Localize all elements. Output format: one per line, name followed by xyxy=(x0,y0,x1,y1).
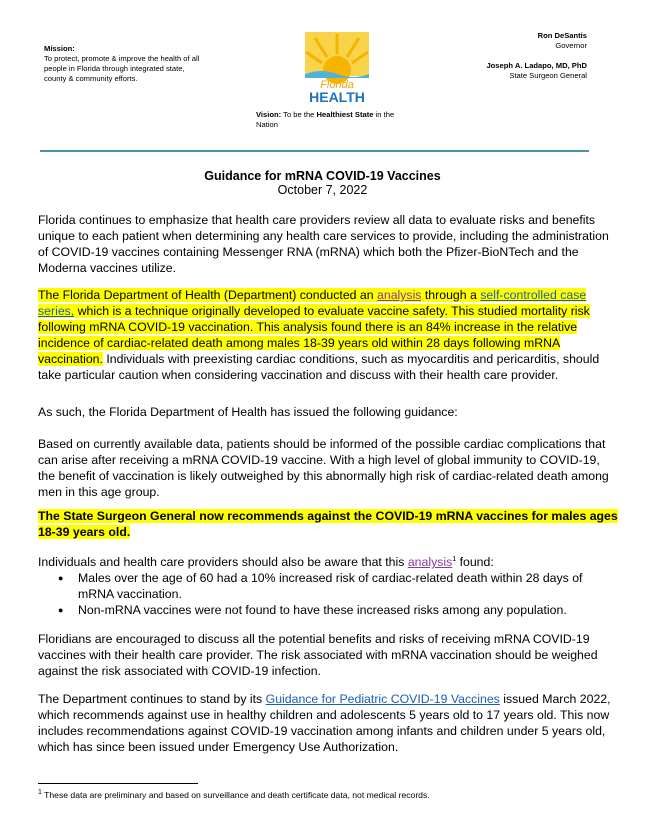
vision-block xyxy=(256,110,406,130)
surgeon-name: Joseph A. Ladapo, MD, PhD xyxy=(486,61,587,70)
paragraph-7: Floridians are encouraged to discuss all the potential benefits and risks of receiving mRNA COVID-19 vaccines with their health care provider. The risk associated with mRNA vaccination should be weighed against the risk associated with COVID-19 infection. xyxy=(38,632,598,679)
pediatric-guidance-link[interactable]: Guidance for Pediatric COVID-19 Vaccines xyxy=(265,692,500,706)
footnote-mark: 1 xyxy=(38,789,42,797)
logo-word-florida: Florida xyxy=(320,79,354,91)
analysis-link-2[interactable]: analysis xyxy=(407,555,453,569)
governor-title: Governor xyxy=(555,41,587,50)
recommendation-text: The State Surgeon General now recommends against the COVID-19 mRNA vaccines for males ages 18-39 years old. xyxy=(38,509,618,540)
analysis-link[interactable]: analysis xyxy=(377,288,422,302)
officials-block xyxy=(486,31,587,81)
paragraph-3: As such, the Florida Department of Health has issued the following guidance: xyxy=(38,405,458,419)
self-controlled-case-series-link[interactable]: self-controlled case series, xyxy=(38,288,587,319)
findings-list xyxy=(38,570,620,618)
footnote xyxy=(38,790,430,800)
p2-text-c: which is a technique originally developed to evaluate vaccine safety. This studied mortality risk following mRNA COVID-19 vaccination. This analysis found there is an 84% increase in the relative incidence of cardiac-related death among males 18-39 years old within 28 days following mRNA vaccination. xyxy=(38,304,590,367)
vision-text-pre: To be the xyxy=(281,110,317,119)
paragraph-2 xyxy=(38,287,620,384)
surgeon-title: State Surgeon General xyxy=(509,71,587,80)
mission-label: Mission: xyxy=(44,44,75,53)
footnote-divider xyxy=(38,783,198,784)
recommendation xyxy=(38,508,620,540)
p2-text-b: through a xyxy=(421,288,481,302)
vision-bold: Healthiest State xyxy=(316,110,374,119)
document-title: Guidance for mRNA COVID-19 Vaccines xyxy=(204,169,441,183)
paragraph-6 xyxy=(38,554,620,618)
document-date: October 7, 2022 xyxy=(277,183,368,197)
mission-block xyxy=(44,44,204,84)
p2-text-d: Individuals with preexisting cardiac conditions, such as myocarditis and pericarditis, should take particular caution when considering vaccination and discuss with their health care provider. xyxy=(38,352,600,383)
p6-text-a: Individuals and health care providers should also be aware that this xyxy=(38,555,408,569)
paragraph-4: Based on currently available data, patients should be informed of the possible cardiac complications that can arise after receiving a mRNA COVID-19 vaccine. With a high level of global immunity to COVID-19, the benefit of vaccination is likely outweighed by this abnormally high risk of cardiac-related death among men in this age group. xyxy=(38,437,609,500)
vision-label: Vision: xyxy=(256,110,282,119)
logo-word-health: HEALTH xyxy=(309,89,365,105)
p6-text-b: found: xyxy=(456,555,494,569)
mission-text: To protect, promote & improve the health of all people in Florida through integrated state, county & community efforts. xyxy=(44,54,200,83)
p8-text-a: The Department continues to stand by its xyxy=(38,692,266,706)
florida-health-logo xyxy=(303,30,371,106)
vision-text-post: in the Nation xyxy=(256,110,395,129)
list-item: ● Non-mRNA vaccines were not found to have these increased risks among any population. xyxy=(38,602,620,618)
header-divider xyxy=(40,150,589,152)
paragraph-8 xyxy=(38,691,620,755)
list-item: ● Males over the age of 60 had a 10% increased risk of cardiac-related death within 28 days of mRNA vaccination. xyxy=(38,570,620,602)
footnote-ref: 1 xyxy=(452,555,457,563)
governor-name: Ron DeSantis xyxy=(537,31,587,40)
p2-text-a: The Florida Department of Health (Department) conducted an xyxy=(38,288,378,302)
paragraph-1: Florida continues to emphasize that health care providers review all data to evaluate risks and benefits unique to each patient when determining any health care services to provide, including the administration of COVID-19 vaccines containing Messenger RNA (mRNA) which both the Pfizer-BioNTech and the Moderna vaccines utilize. xyxy=(38,213,609,276)
footnote-text: These data are preliminary and based on surveillance and death certificate data, not medical records. xyxy=(41,790,430,800)
sun-logo-icon xyxy=(303,30,371,106)
p8-text-b: issued March 2022, which recommends against use in healthy children and adolescents 5 years old to 17 years old. This now includes recommendations against COVID-19 vaccination among infants and children under 5 years old, which has since been issued under Emergency Use Authorization. xyxy=(38,692,611,755)
